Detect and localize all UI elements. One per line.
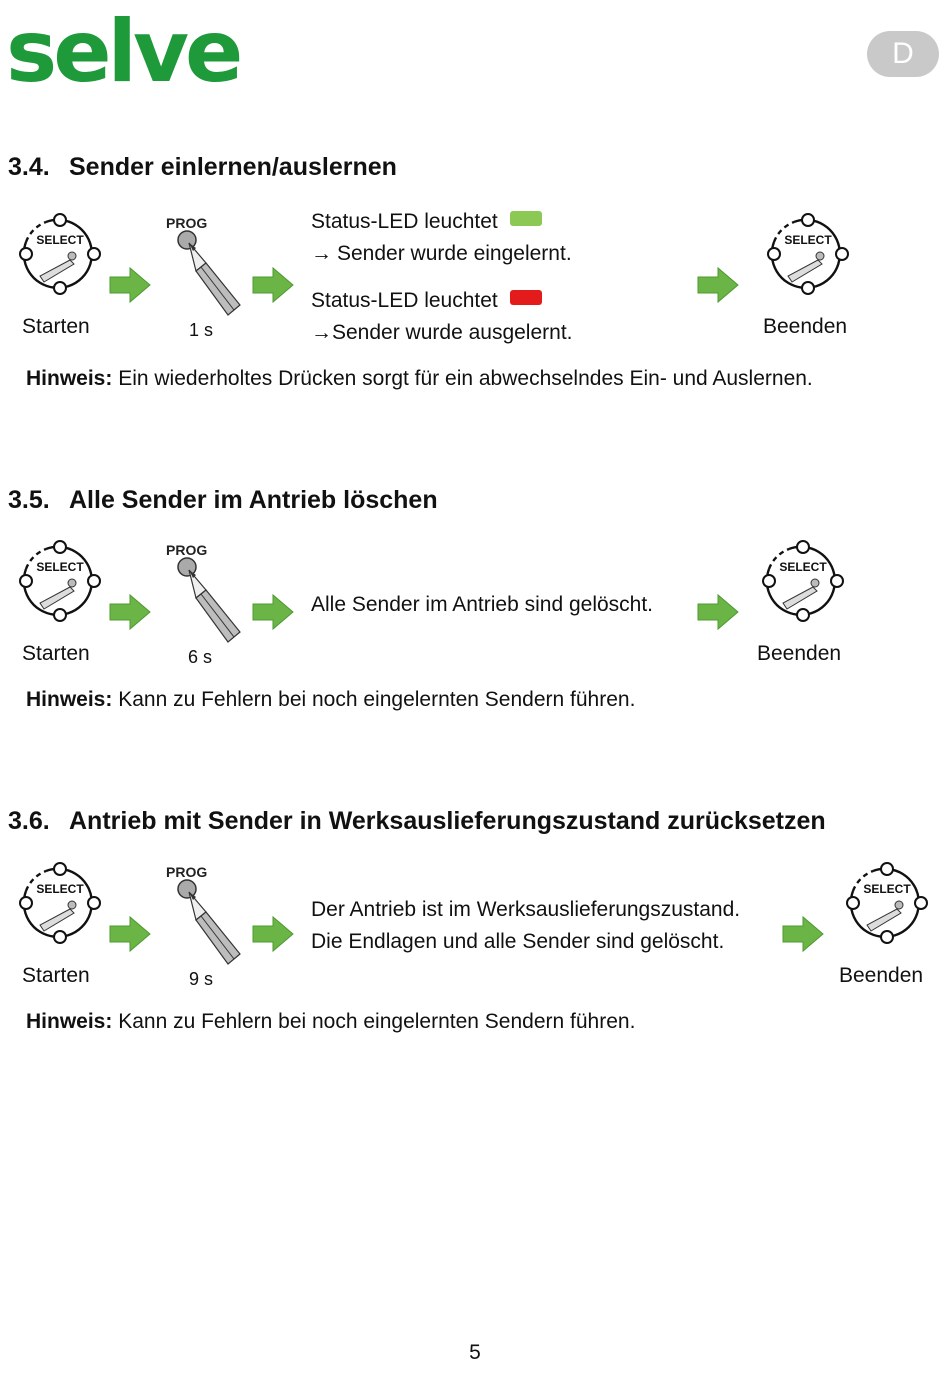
svg-text:PROG: PROG (166, 215, 208, 231)
end-label: Beenden (839, 964, 924, 987)
status-led-red-line (311, 288, 542, 314)
green-right-arrow-icon (696, 593, 740, 631)
language-badge: D (867, 31, 939, 77)
status-led-label: Status-LED leuchtet (311, 289, 498, 312)
result-unlearned-line (311, 320, 573, 346)
end-label: Beenden (763, 315, 848, 338)
svg-text:SELECT: SELECT (36, 233, 84, 247)
hint-text: Ein wiederholtes Drücken sorgt für ein abwechselndes Ein- und Auslernen. (118, 367, 813, 390)
green-right-arrow-icon (251, 266, 295, 304)
result-text: Der Antrieb ist im Werksauslieferungszustand. (311, 898, 741, 921)
hint-label: Hinweis: (26, 688, 113, 711)
select-dial-icon (761, 539, 845, 623)
prog-pen-icon (162, 862, 244, 968)
hint-text: Kann zu Fehlern bei noch eingelernten Sendern führen. (118, 1010, 636, 1033)
hint-label: Hinweis: (26, 1010, 113, 1033)
svg-text:SELECT: SELECT (863, 882, 911, 896)
green-right-arrow-icon (251, 593, 295, 631)
duration-label: 9 s (189, 969, 214, 989)
svg-text:SELECT: SELECT (36, 560, 84, 574)
result-text: Die Endlagen und alle Sender sind gelöscht. (311, 930, 725, 953)
section-number: 3.6. (8, 807, 50, 835)
end-label: Beenden (757, 642, 842, 665)
svg-text:PROG: PROG (166, 864, 208, 880)
arrow-right-icon: → (311, 242, 332, 265)
section-title-3-4 (8, 152, 397, 182)
start-label: Starten (22, 642, 90, 665)
section-number: 3.4. (8, 153, 50, 181)
hint-text: Kann zu Fehlern bei noch eingelernten Sendern führen. (118, 688, 636, 711)
select-dial-icon (18, 861, 102, 945)
green-right-arrow-icon (108, 593, 152, 631)
prog-pen-icon (162, 540, 244, 646)
section-heading: Sender einlernen/auslernen (69, 153, 397, 181)
selve-logo: selve (6, 2, 240, 102)
section-title-3-6 (8, 806, 826, 836)
green-right-arrow-icon (251, 915, 295, 953)
svg-text:PROG: PROG (166, 542, 208, 558)
section-number: 3.5. (8, 486, 50, 514)
duration-label: 1 s (189, 320, 214, 340)
start-label: Starten (22, 315, 90, 338)
hint-label: Hinweis: (26, 367, 113, 390)
select-dial-icon (845, 861, 929, 945)
hint-3-6 (26, 1009, 635, 1035)
result-text: Alle Sender im Antrieb sind gelöscht. (311, 593, 654, 616)
select-dial-icon (18, 212, 102, 296)
select-dial-icon (766, 212, 850, 296)
svg-text:SELECT: SELECT (779, 560, 827, 574)
green-right-arrow-icon (781, 915, 825, 953)
duration-label: 6 s (188, 647, 213, 667)
page-number: 5 (469, 1341, 481, 1364)
section-heading: Alle Sender im Antrieb löschen (69, 486, 438, 514)
prog-pen-icon (162, 213, 244, 319)
hint-3-5 (26, 687, 635, 713)
arrow-right-icon: → (311, 321, 332, 344)
result-learned-line (311, 241, 572, 267)
green-right-arrow-icon (108, 266, 152, 304)
green-right-arrow-icon (108, 915, 152, 953)
led-green-indicator (510, 211, 542, 226)
result-text: Sender wurde ausgelernt. (332, 321, 573, 344)
section-heading: Antrieb mit Sender in Werksauslieferungszustand zurücksetzen (69, 807, 826, 835)
svg-text:SELECT: SELECT (784, 233, 832, 247)
led-red-indicator (510, 290, 542, 305)
result-text: Sender wurde eingelernt. (337, 242, 572, 265)
green-right-arrow-icon (696, 266, 740, 304)
start-label: Starten (22, 964, 90, 987)
svg-text:SELECT: SELECT (36, 882, 84, 896)
hint-3-4 (26, 366, 813, 392)
section-title-3-5 (8, 485, 438, 515)
select-dial-icon (18, 539, 102, 623)
status-led-label: Status-LED leuchtet (311, 210, 498, 233)
status-led-green-line (311, 209, 542, 235)
